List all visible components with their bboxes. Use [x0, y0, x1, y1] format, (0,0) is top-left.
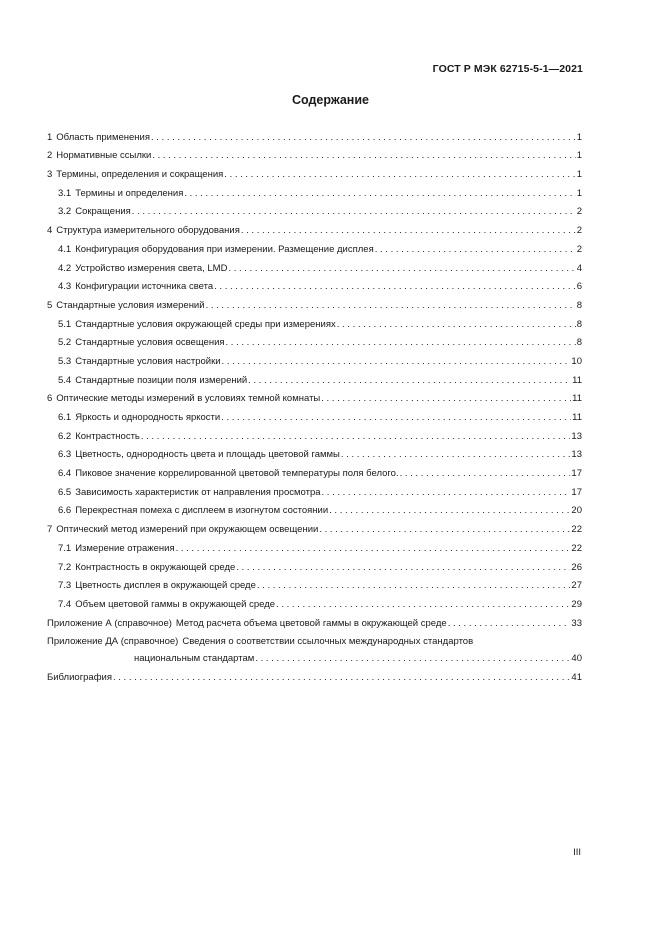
dot-leader — [257, 580, 571, 591]
toc-entry-title: Измерение отражения — [75, 542, 175, 554]
dot-leader — [375, 244, 576, 255]
dot-leader — [236, 562, 570, 573]
toc-entry-title: Оптические методы измерений в условиях темной комнаты — [56, 393, 321, 405]
standard-designation: ГОСТ Р МЭК 62715-5-1—2021 — [432, 63, 583, 75]
toc-entry-title: Сокращения — [75, 206, 131, 218]
dot-leader — [241, 225, 576, 236]
toc-entry-number: 7.4 — [58, 598, 72, 610]
toc-entry-number: 5 — [47, 299, 53, 311]
toc-entry-number: 6.4 — [58, 468, 72, 480]
dot-leader — [322, 487, 571, 498]
toc-entry[interactable] — [47, 311, 582, 330]
dot-leader — [206, 300, 576, 311]
toc-bibliography[interactable] — [47, 664, 582, 683]
table-of-contents — [47, 124, 582, 683]
toc-entry[interactable] — [47, 460, 582, 479]
toc-entry-number: 4.2 — [58, 262, 72, 274]
toc-entry-title: Цветность, однородность цвета и площадь цветовой гаммы — [75, 449, 340, 461]
toc-entry-number: 5.4 — [58, 374, 72, 386]
dot-leader — [400, 468, 571, 479]
toc-entry-title: Зависимость характеристик от направления просмотра — [75, 486, 321, 498]
appendix-page: 40 — [571, 653, 582, 665]
dot-leader — [337, 319, 576, 330]
dot-leader — [141, 431, 571, 442]
dot-leader — [276, 599, 570, 610]
toc-entry-number: 5.2 — [58, 337, 72, 349]
toc-entry-page: 17 — [571, 468, 582, 480]
bibliography-title: Библиография — [47, 671, 112, 683]
dot-leader — [341, 449, 571, 460]
toc-entry[interactable] — [47, 516, 582, 535]
toc-entry-number: 6.5 — [58, 486, 72, 498]
dot-leader — [224, 169, 575, 180]
toc-entry[interactable] — [47, 423, 582, 442]
toc-entry-page: 1 — [576, 187, 582, 199]
dot-leader — [448, 618, 571, 629]
bibliography-page: 41 — [571, 671, 582, 683]
toc-entry-page: 1 — [576, 150, 582, 162]
toc-entry-title: Объем цветовой гаммы в окружающей среде — [75, 598, 276, 610]
dot-leader — [226, 337, 576, 348]
toc-entry[interactable] — [47, 330, 582, 349]
toc-entry[interactable] — [47, 554, 582, 573]
toc-entry-number: 5.3 — [58, 355, 72, 367]
page-number: III — [573, 847, 581, 858]
toc-entry-title: Нормативные ссылки — [56, 150, 152, 162]
toc-entry[interactable] — [47, 479, 582, 498]
toc-entry-title: Стандартные условия окружающей среды при измерениях — [75, 318, 336, 330]
toc-entry-page: 17 — [571, 486, 582, 498]
toc-entry-number: 4 — [47, 225, 53, 237]
dot-leader — [113, 672, 570, 683]
dot-leader — [329, 505, 570, 516]
toc-entry-number: 3.2 — [58, 206, 72, 218]
dot-leader — [132, 206, 576, 217]
toc-entry-page: 13 — [571, 430, 582, 442]
toc-entry-title: Конфигурация оборудования при измерении. Размещение дисплея — [75, 243, 374, 255]
toc-entry-title: Цветность дисплея в окружающей среде — [75, 580, 256, 592]
toc-entry-title: Оптический метод измерений при окружающем освещении — [56, 524, 319, 536]
toc-entry-number: 4.1 — [58, 243, 72, 255]
appendix-label: Приложение А (справочное) — [47, 617, 172, 629]
toc-entry-title: Стандартные условия настройки — [75, 355, 221, 367]
toc-entry-number: 6.1 — [58, 412, 72, 423]
toc-entry[interactable] — [47, 124, 582, 143]
toc-entry-page: 11 — [572, 374, 582, 386]
toc-entry-title: Пиковое значение коррелированной цветовой температуры поля белого. — [75, 468, 399, 480]
toc-entry-number: 5.1 — [58, 318, 72, 330]
toc-entry[interactable] — [47, 442, 582, 461]
toc-entry-page: 11 — [572, 412, 582, 423]
toc-entry-page: 2 — [576, 243, 582, 255]
toc-entry-number: 7.1 — [58, 542, 72, 554]
toc-entry-page: 2 — [576, 206, 582, 218]
toc-entry-number: 3 — [47, 169, 53, 181]
dot-leader — [321, 393, 571, 404]
toc-entry-page: 29 — [571, 598, 582, 610]
toc-entry-page: 13 — [571, 449, 582, 461]
toc-entry-page: 27 — [571, 580, 582, 592]
toc-appendix-da[interactable] — [47, 629, 582, 665]
toc-entry-page: 26 — [571, 561, 582, 573]
toc-entry-title: Контрастность — [75, 430, 140, 442]
toc-entry-page: 11 — [572, 393, 582, 405]
toc-entry-page: 8 — [576, 318, 582, 330]
toc-entry-title: Конфигурации источника света — [75, 281, 214, 293]
toc-entry-title: Яркость и однородность яркости — [75, 412, 221, 423]
toc-entry-title: Стандартные условия освещения — [75, 337, 225, 349]
toc-entry-number: 7 — [47, 524, 53, 536]
dot-leader — [222, 356, 571, 367]
toc-entry[interactable] — [47, 348, 582, 367]
toc-entry-title: Область применения — [56, 131, 150, 143]
dot-leader — [248, 375, 571, 386]
toc-entry-page: 8 — [576, 299, 582, 311]
appendix-title: Метод расчета объема цветовой гаммы в окружающей среде — [175, 617, 447, 629]
toc-entry[interactable] — [47, 274, 582, 293]
dot-leader — [152, 150, 575, 161]
toc-entry[interactable] — [47, 217, 582, 236]
toc-entry-title: Стандартные условия измерений — [56, 299, 205, 311]
toc-entry[interactable] — [47, 573, 582, 592]
toc-entry-number: 4.3 — [58, 281, 72, 293]
toc-entry[interactable] — [47, 386, 582, 405]
toc-entry[interactable] — [47, 498, 582, 517]
toc-entry[interactable] — [47, 367, 582, 386]
dot-leader — [255, 653, 570, 664]
toc-entry-number: 6 — [47, 393, 53, 405]
appendix-title: Сведения о соответствии ссылочных международных стандартов — [182, 636, 474, 648]
appendix-label: Приложение ДА (справочное) — [47, 636, 179, 648]
toc-entry[interactable] — [47, 535, 582, 554]
dot-leader — [151, 132, 576, 143]
toc-entry-page: 4 — [576, 262, 582, 274]
toc-entry[interactable] — [47, 161, 582, 180]
toc-entry[interactable] — [47, 591, 582, 610]
toc-entry[interactable] — [47, 404, 582, 423]
toc-entry[interactable] — [47, 180, 582, 199]
toc-entry-page: 6 — [576, 281, 582, 293]
dot-leader — [221, 412, 571, 423]
toc-entry-number: 6.2 — [58, 430, 72, 442]
toc-entry-number: 7.3 — [58, 580, 72, 592]
toc-entry-number: 2 — [47, 150, 53, 162]
toc-entry-page: 2 — [576, 225, 582, 237]
page-title: Содержание — [291, 93, 369, 107]
toc-entry-title: Устройство измерения света, LMD — [75, 262, 228, 274]
appendix-page: 33 — [571, 617, 582, 629]
toc-appendix-a[interactable] — [47, 610, 582, 629]
toc-entry-page: 8 — [576, 337, 582, 349]
toc-entry-title: Стандартные позиции поля измерений — [75, 374, 248, 386]
toc-entry-title: Термины и определения — [75, 187, 184, 199]
dot-leader — [319, 524, 570, 535]
toc-entry-page: 1 — [576, 131, 582, 143]
toc-entry[interactable] — [47, 255, 582, 274]
toc-entry-title: Перекрестная помеха с дисплеем в изогнутом состоянии — [75, 505, 329, 517]
dot-leader — [184, 188, 575, 199]
toc-entry[interactable] — [47, 199, 582, 218]
toc-entry-title: Контрастность в окружающей среде — [75, 561, 236, 573]
dot-leader — [176, 543, 571, 554]
toc-entry-number: 1 — [47, 131, 53, 143]
toc-entry[interactable] — [47, 236, 582, 255]
toc-entry-title: Структура измерительного оборудования — [56, 225, 240, 237]
dot-leader — [228, 263, 575, 274]
toc-entry-page: 1 — [576, 169, 582, 181]
appendix-title-continued: национальным стандартам — [134, 653, 255, 665]
toc-entry-title: Термины, определения и сокращения — [56, 169, 224, 181]
toc-entry[interactable] — [47, 292, 582, 311]
toc-entry-page: 10 — [571, 355, 582, 367]
toc-entry-number: 6.3 — [58, 449, 72, 461]
toc-entry-number: 6.6 — [58, 505, 72, 517]
toc-entry-page: 22 — [571, 542, 582, 554]
toc-entry[interactable] — [47, 143, 582, 162]
toc-entry-number: 7.2 — [58, 561, 72, 573]
toc-entry-number: 3.1 — [58, 187, 72, 199]
toc-entry-page: 22 — [571, 524, 582, 536]
dot-leader — [214, 281, 576, 292]
toc-entry-page: 20 — [571, 505, 582, 517]
